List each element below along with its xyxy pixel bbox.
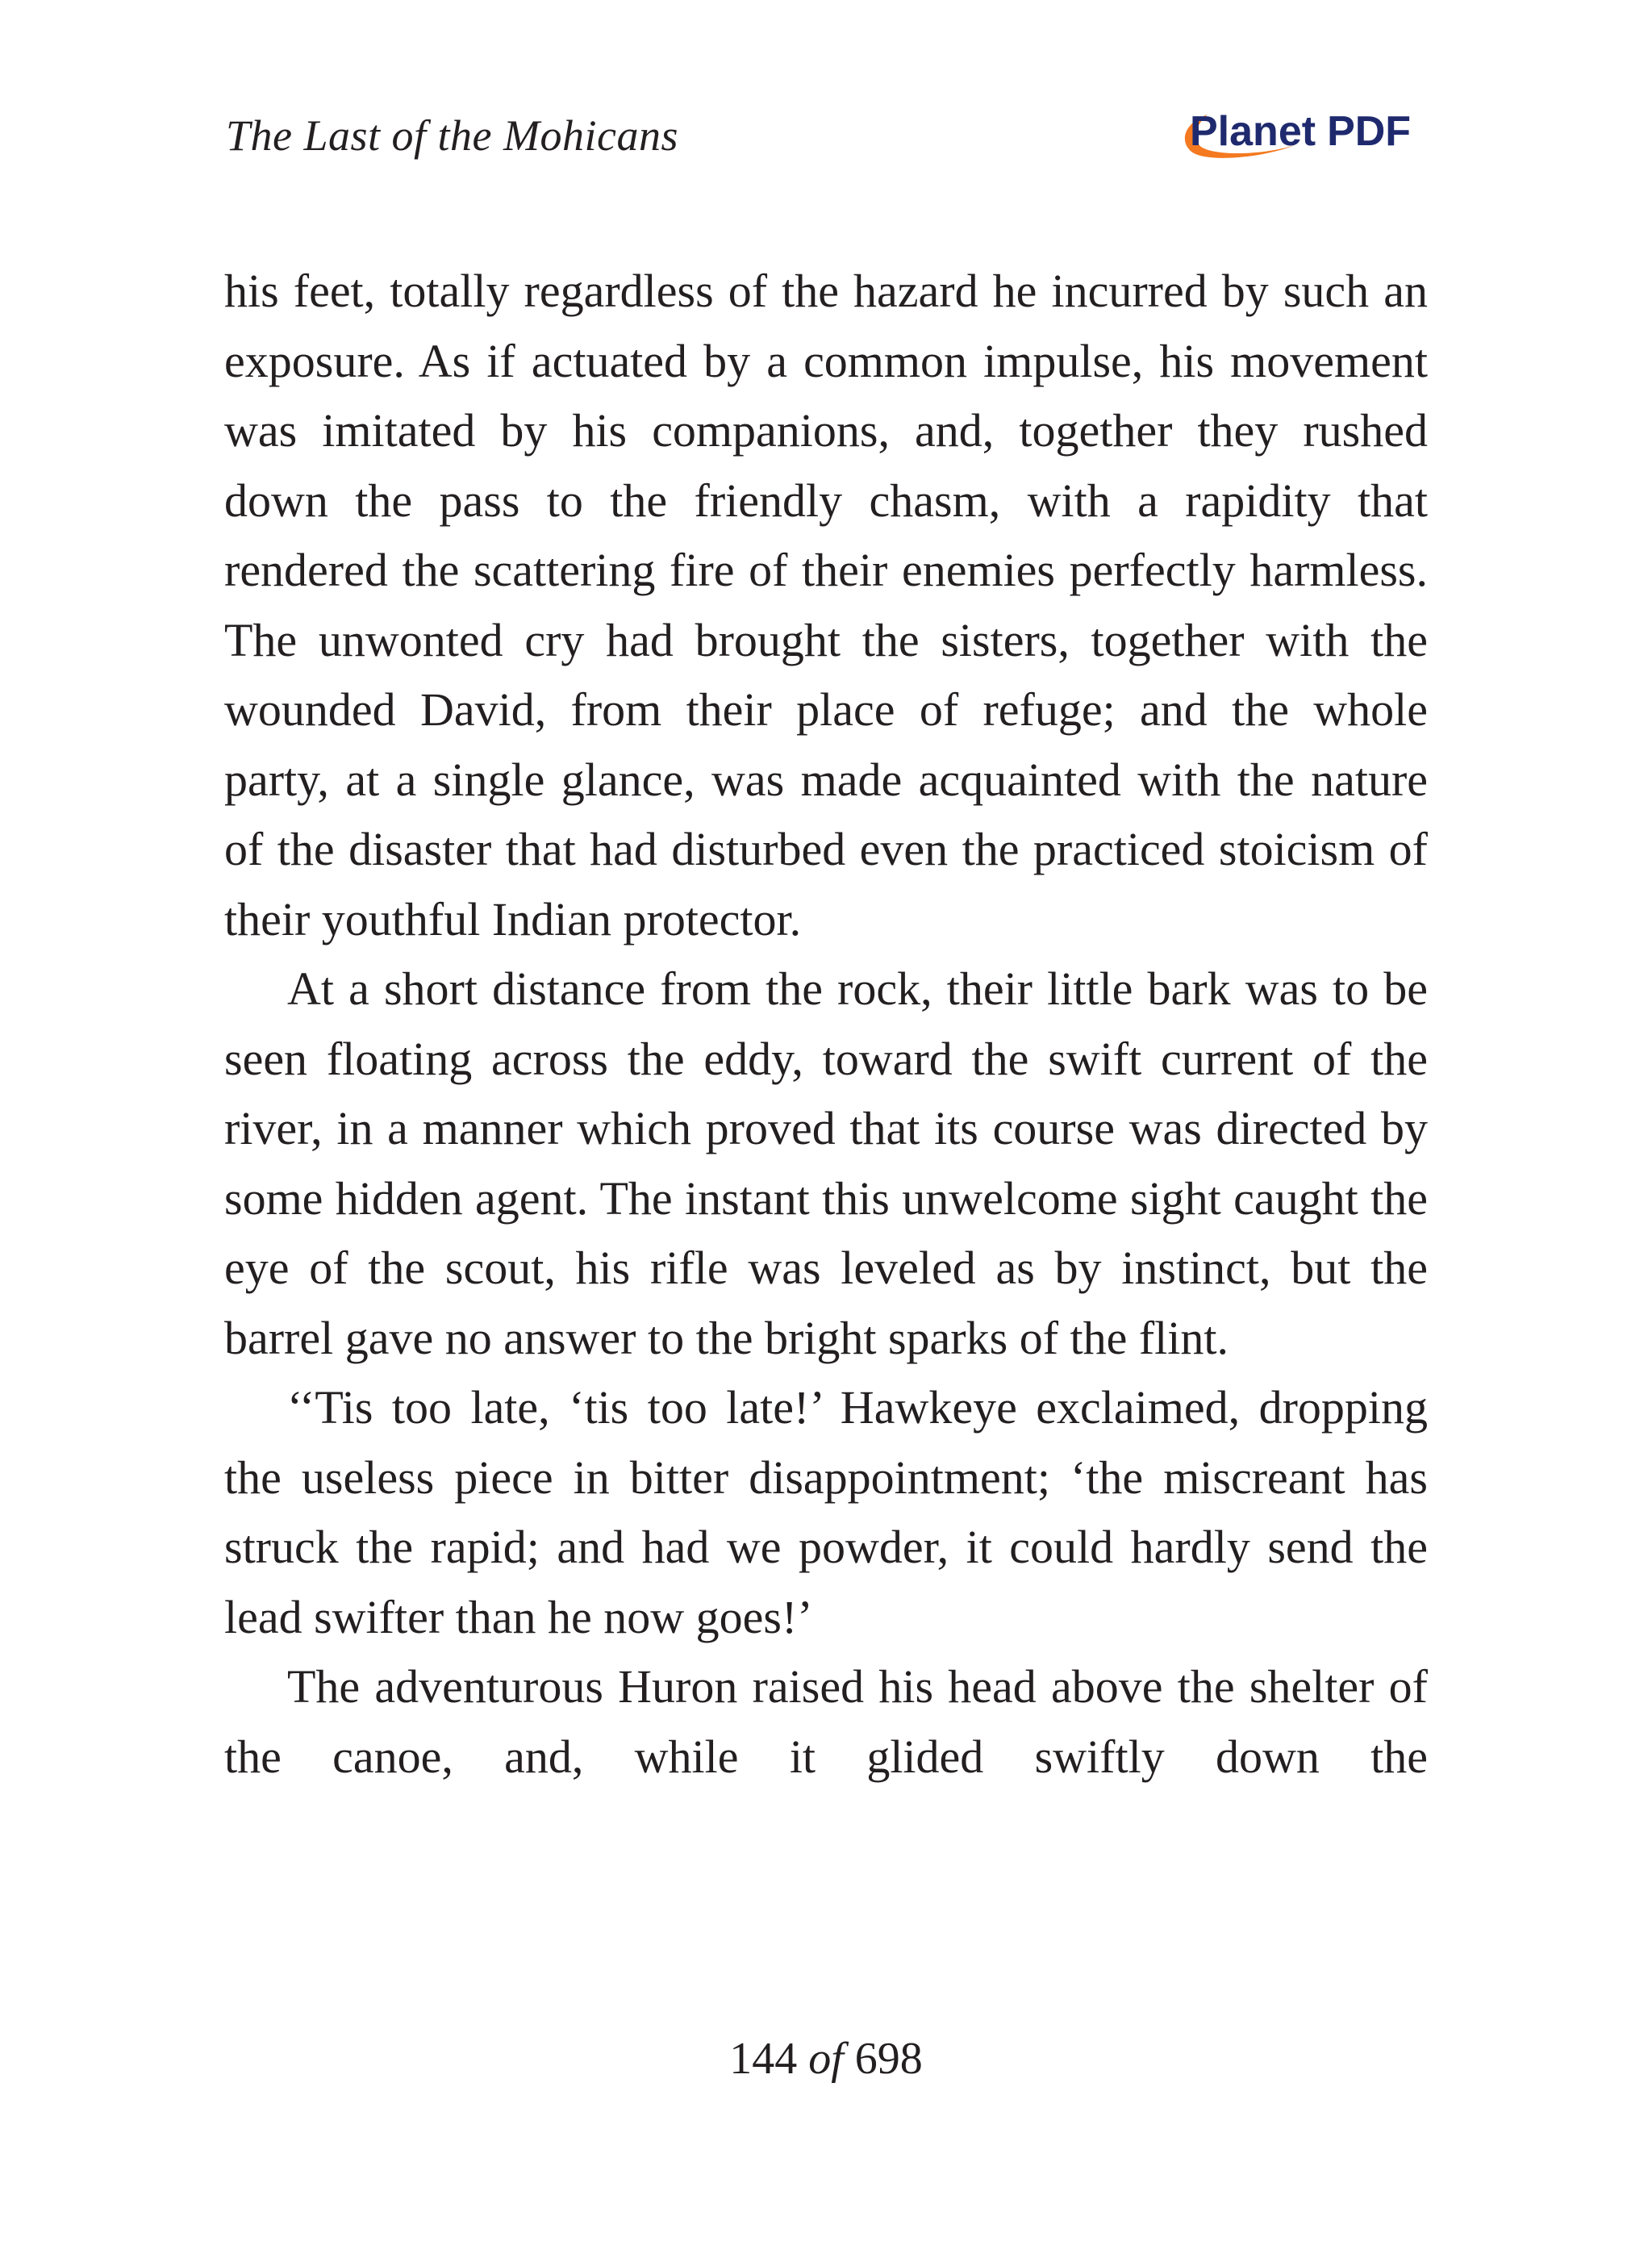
running-header-title: The Last of the Mohicans bbox=[226, 111, 678, 160]
logo-word-pdf: PDF bbox=[1327, 108, 1412, 155]
current-page: 144 bbox=[729, 2034, 798, 2084]
paragraph-3: ‘‘Tis too late, ‘tis too late!’ Hawkeye exclaimed, dropping the useless piece in bitter disappointment; ‘the miscreant has struck the rapid; and had we powder, it could hardly send the lead swifter than he now goes!’ bbox=[224, 1381, 1428, 1643]
paragraph-2: At a short distance from the rock, their little bark was to be seen floating across the eddy, toward the swift current of the river, in a manner which proved that its course was directed by some hidden agent. The instant this unwelcome sight caught the eye of the scout, his rifle was leveled as by instinct, but the barrel gave no answer to the bright sparks of the flint. bbox=[224, 962, 1428, 1364]
page-of-word: of bbox=[808, 2034, 844, 2084]
planet-pdf-logo bbox=[1174, 98, 1440, 171]
paragraph-1: his feet, totally regardless of the hazard he incurred by such an exposure. As if actuated by a common impulse, his movement was imitated by his companions, and, together they rushed down the pass to the friendly chasm, with a rapidity that rendered the scattering fire of their enemies perfectly harmless. The unwonted cry had brought the sisters, together with the wounded David, from their place of refuge; and the whole party, at a single glance, was made acquainted with the nature of the disaster that had disturbed even the practiced stoicism of their youthful Indian protector. bbox=[224, 265, 1428, 945]
paragraph-4: The adventurous Huron raised his head above the shelter of the canoe, and, while it glided swiftly down the bbox=[224, 1660, 1428, 1783]
total-pages: 698 bbox=[854, 2034, 923, 2084]
logo-word-planet: Planet bbox=[1190, 108, 1316, 155]
page-number bbox=[0, 2027, 1652, 2091]
page-body bbox=[224, 257, 1428, 1792]
